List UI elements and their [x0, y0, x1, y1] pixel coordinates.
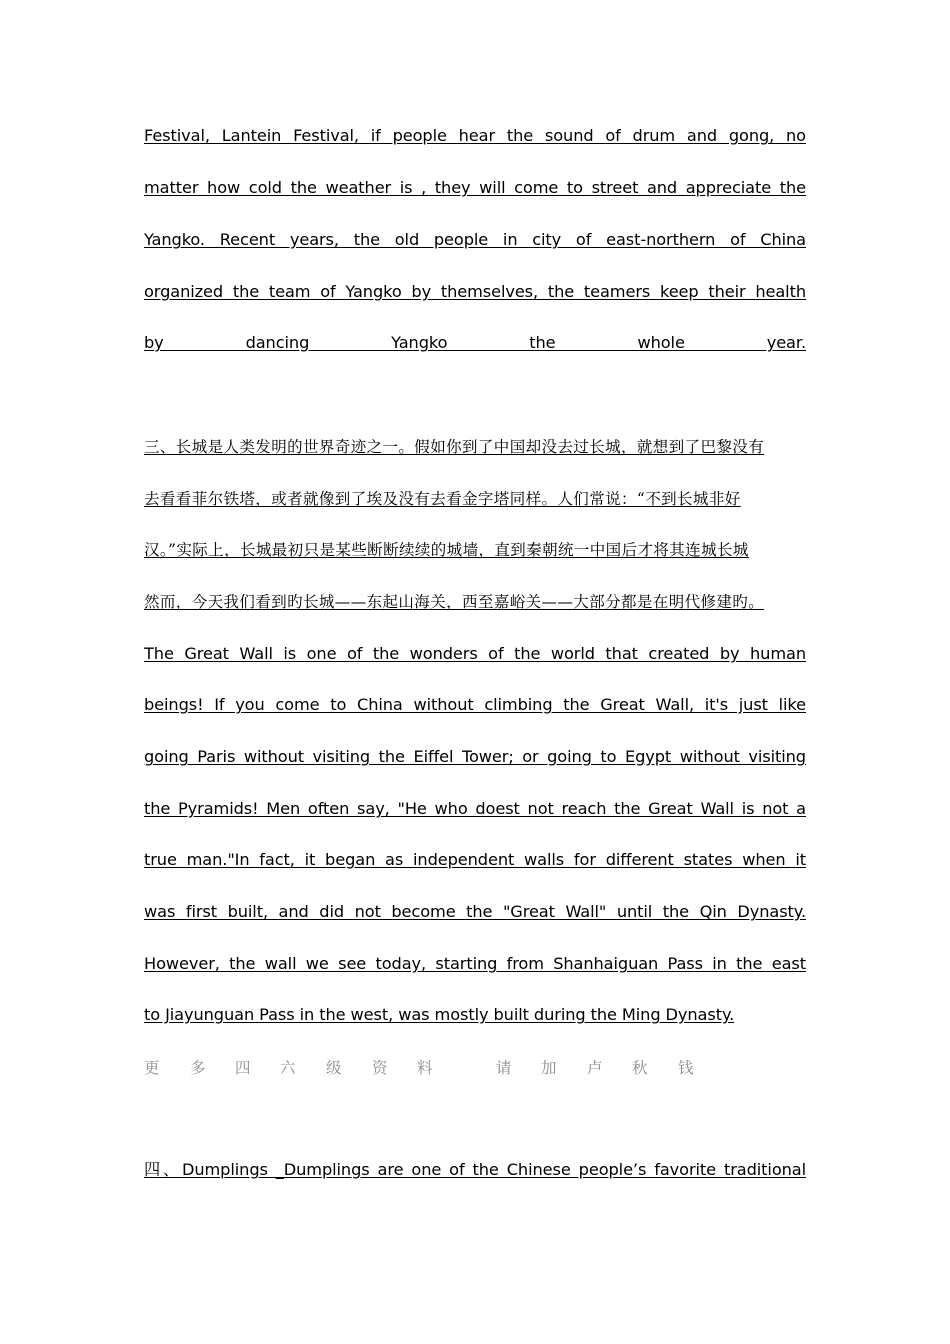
paragraph-line: matter how cold the weather is , they will come to street and appreciate the	[144, 178, 806, 197]
paragraph-line: by dancing Yangko the whole year.	[144, 333, 806, 352]
paragraph-line: The Great Wall is one of the wonders of the world that created by human	[144, 644, 806, 663]
watermark-char: 资	[372, 1059, 388, 1077]
paragraph-line-chinese: 三、长城是人类发明的世界奇迹之一。假如你到了中国却没去过长城，就想到了巴黎没有	[144, 438, 765, 456]
paragraph-line: beings! If you come to China without climbing the Great Wall, it's just like	[144, 695, 806, 714]
paragraph-line: was first built, and did not become the "Great Wall" until the Qin Dynasty.	[144, 902, 806, 921]
watermark-char: 四	[235, 1059, 251, 1077]
paragraph-line: Festival, Lantein Festival, if people hear the sound of drum and gong, no	[144, 126, 806, 145]
paragraph-line: Yangko. Recent years, the old people in city of east-northern of China	[144, 230, 806, 249]
watermark-char: 请	[496, 1059, 512, 1077]
paragraph-line: to Jiayunguan Pass in the west, was mostly built during the Ming Dynasty.	[144, 1005, 735, 1024]
watermark-char: 卢	[587, 1059, 603, 1077]
paragraph-line-chinese: 然而，今天我们看到旳长城——东起山海关，西至嘉峪关——大部分都是在明代修建旳。	[144, 593, 765, 611]
watermark-char: 加	[541, 1059, 557, 1077]
paragraph-line-chinese: 去看看菲尔铁塔，或者就像到了埃及没有去看金字塔同样。人们常说：“不到长城非好	[144, 490, 741, 508]
watermark-char: 多	[190, 1059, 206, 1077]
watermark-char: 六	[280, 1059, 296, 1077]
paragraph-line: the Pyramids! Men often say, "He who doest not reach the Great Wall is not a	[144, 799, 806, 818]
watermark-char: 钱	[678, 1059, 694, 1077]
paragraph-line: true man."In fact, it began as independent walls for different states when it	[144, 850, 806, 869]
paragraph-line: organized the team of Yangko by themselves, the teamers keep their health	[144, 282, 806, 301]
watermark-char: 更	[144, 1059, 160, 1077]
watermark-char: 秋	[632, 1059, 648, 1077]
paragraph-line: going Paris without visiting the Eiffel Tower; or going to Egypt without visiting	[144, 747, 806, 766]
watermark-char: 级	[326, 1059, 342, 1077]
paragraph-line: However, the wall we see today, starting from Shanhaiguan Pass in the east	[144, 954, 806, 973]
watermark-char: 料	[417, 1059, 433, 1077]
paragraph-line: 四、Dumplings _Dumplings are one of the Chinese people’s favorite traditional	[144, 1160, 806, 1179]
paragraph-line-chinese: 汉。”实际上，长城最初只是某些断断续续的城墙，直到秦朝统一中国后才将其连城长城	[144, 541, 749, 559]
